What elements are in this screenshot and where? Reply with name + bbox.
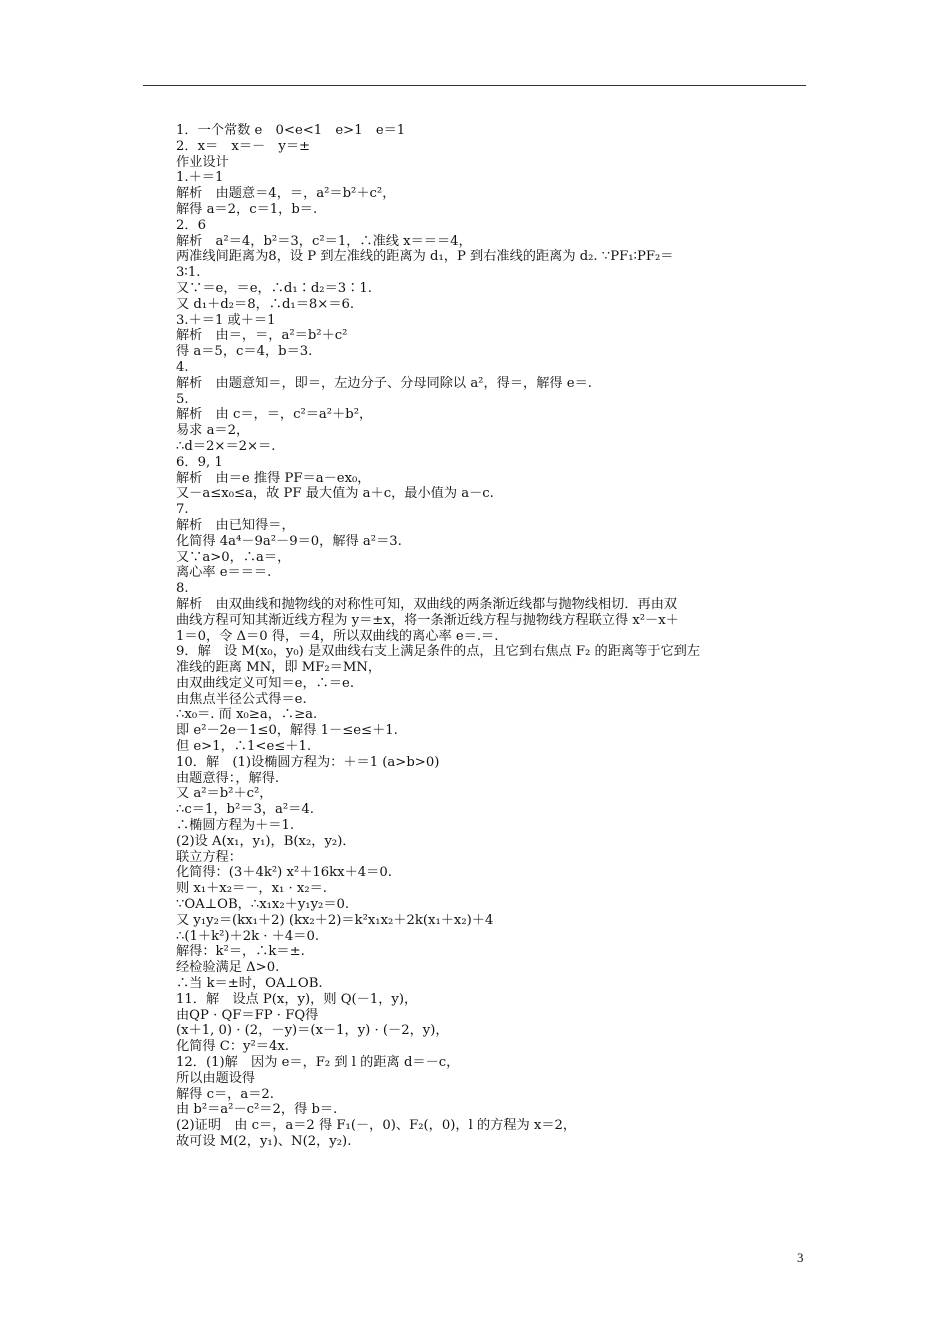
text-line: 准线的距离 MN，即 MF₂＝MN，	[176, 660, 382, 676]
text-line: ∴c＝1，b²＝3，a²＝4.	[176, 802, 314, 818]
text-line: 解得：k²＝，∴k＝±.	[176, 944, 305, 960]
text-line: ∴(1＋k²)＋2k · ＋4＝0.	[176, 928, 320, 944]
text-line: 则 x₁＋x₂＝－，x₁ · x₂＝.	[176, 881, 327, 897]
text-line: 又 y₁y₂＝(kx₁＋2) (kx₂＋2)＝k²x₁x₂＋2k(x₁＋x₂)＋4	[176, 912, 494, 928]
text-line: 化简得：(3＋4k²) x²＋16kx＋4＝0.	[176, 865, 392, 881]
text-line: 又∵a>0，∴a＝，	[176, 549, 291, 565]
text-line: 由双曲线定义可知＝e，∴＝e.	[176, 675, 355, 691]
text-line: 解析 由 c＝，＝，c²＝a²＋b²，	[176, 407, 373, 423]
text-line: 解析 由题意知＝，即＝，左边分子、分母同除以 a²，得＝，解得 e＝.	[176, 375, 592, 391]
text-line: 两准线间距离为8，设 P 到左准线的距离为 d₁，P 到右准线的距离为 d₂. ∵PF₁∶PF₂＝	[176, 249, 674, 265]
text-line: ∴d＝2×＝2×＝.	[176, 438, 276, 454]
text-line: 8.	[176, 581, 189, 597]
text-line: 5.	[176, 391, 189, 407]
text-line: (2)证明 由 c＝，a＝2 得 F₁(－，0)、F₂(，0)，l 的方程为 x＝2，	[176, 1118, 577, 1134]
text-line: 即 e²－2e－1≤0，解得 1－≤e≤＋1.	[176, 723, 398, 739]
text-line: 作业设计	[176, 154, 229, 170]
text-line: 2．x＝ x＝－ y＝±	[176, 138, 311, 154]
text-line: 12．(1)解 因为 e＝，F₂ 到 l 的距离 d＝－c，	[176, 1055, 460, 1071]
text-line: 经检验满足 Δ>0.	[176, 960, 280, 976]
text-line: ∴x₀＝. 而 x₀≥a，∴≥a.	[176, 707, 318, 723]
text-line: 解析 由＝e 推得 PF＝a－ex₀，	[176, 470, 371, 486]
text-line: ∵OA⊥OB，∴x₁x₂＋y₁y₂＝0.	[176, 897, 350, 913]
text-line: 易求 a＝2，	[176, 423, 250, 439]
text-line: 化简得 C：y²＝4x.	[176, 1039, 289, 1055]
text-line: 10．解 (1)设椭圆方程为：＋＝1 (a>b>0)	[176, 754, 440, 770]
text-line: 解析 由已知得＝，	[176, 517, 295, 533]
text-line: (2)设 A(x₁，y₁)，B(x₂，y₂)．	[176, 833, 356, 849]
text-line: 3.＋＝1 或＋＝1	[176, 312, 276, 328]
text-line: 联立方程：	[176, 849, 242, 865]
text-line: 9．解 设 M(x₀，y₀) 是双曲线右支上满足条件的点，且它到右焦点 F₂ 的距离等于它到左	[176, 644, 701, 660]
text-line: 1．一个常数 e 0<e<1 e>1 e＝1	[176, 123, 406, 138]
text-line: 7.	[176, 502, 189, 518]
text-line: 2．6	[176, 217, 206, 233]
text-line: 解得 a＝2，c＝1，b＝.	[176, 201, 318, 217]
text-line: 3∶1.	[176, 265, 201, 281]
text-line: 又 d₁＋d₂＝8，∴d₁＝8×＝6.	[176, 296, 355, 312]
answer-text	[176, 123, 816, 1150]
text-line: ∴当 k＝±时，OA⊥OB.	[176, 976, 323, 992]
text-line: 所以由题设得	[176, 1070, 256, 1086]
text-line: 又∵＝e，＝e，∴d₁∶d₂＝3∶1.	[176, 280, 372, 296]
text-line: 但 e>1，∴1<e≤＋1.	[176, 739, 312, 755]
text-line: 由题意得：，解得.	[176, 770, 280, 786]
text-line: 解析 由双曲线和抛物线的对称性可知，双曲线的两条渐近线都与抛物线相切．再由双	[176, 596, 678, 612]
text-line: 11．解 设点 P(x，y)，则 Q(－1，y)，	[176, 991, 418, 1007]
text-line: 1.＋＝1	[176, 170, 224, 186]
text-line: 又－a≤x₀≤a，故 PF 最大值为 a＋c，最小值为 a－c.	[176, 486, 494, 502]
text-line: 解析 a²＝4，b²＝3，c²＝1，∴准线 x＝＝＝4，	[176, 233, 472, 249]
text-line: 曲线方程可知其渐近线方程为 y＝±x，将一条渐近线方程与抛物线方程联立得 x²－x＋	[176, 612, 679, 628]
text-line: 又 a²＝b²＋c²，	[176, 786, 273, 802]
text-line: 由QP · QF＝FP · FQ得	[176, 1007, 319, 1023]
text-line: 解析 由题意＝4，＝，a²＝b²＋c²，	[176, 186, 396, 202]
text-line: 故可设 M(2，y₁)、N(2，y₂).	[176, 1134, 352, 1149]
text-line: 由 b²＝a²－c²＝2，得 b＝.	[176, 1102, 338, 1118]
header-rule	[143, 85, 806, 86]
text-line: 1＝0，令 Δ＝0 得，＝4，所以双曲线的离心率 e＝.＝.	[176, 628, 499, 644]
text-line: 解析 由＝，＝，a²＝b²＋c²	[176, 328, 348, 344]
page-number: 3	[797, 1250, 804, 1265]
text-line: 解得 c＝，a＝2.	[176, 1086, 274, 1102]
text-line: 得 a＝5，c＝4，b＝3.	[176, 344, 313, 360]
text-line: 化简得 4a⁴－9a²－9＝0，解得 a²＝3.	[176, 533, 402, 549]
text-line: 离心率 e＝＝＝.	[176, 565, 272, 581]
text-line: 6．9, 1	[176, 454, 223, 470]
text-line: ∴椭圆方程为＋＝1.	[176, 818, 295, 834]
text-line: (x＋1, 0) · (2，－y)＝(x－1，y) · (－2，y)，	[176, 1023, 449, 1039]
text-line: 4.	[176, 359, 189, 375]
text-line: 由焦点半径公式得＝e.	[176, 691, 307, 707]
